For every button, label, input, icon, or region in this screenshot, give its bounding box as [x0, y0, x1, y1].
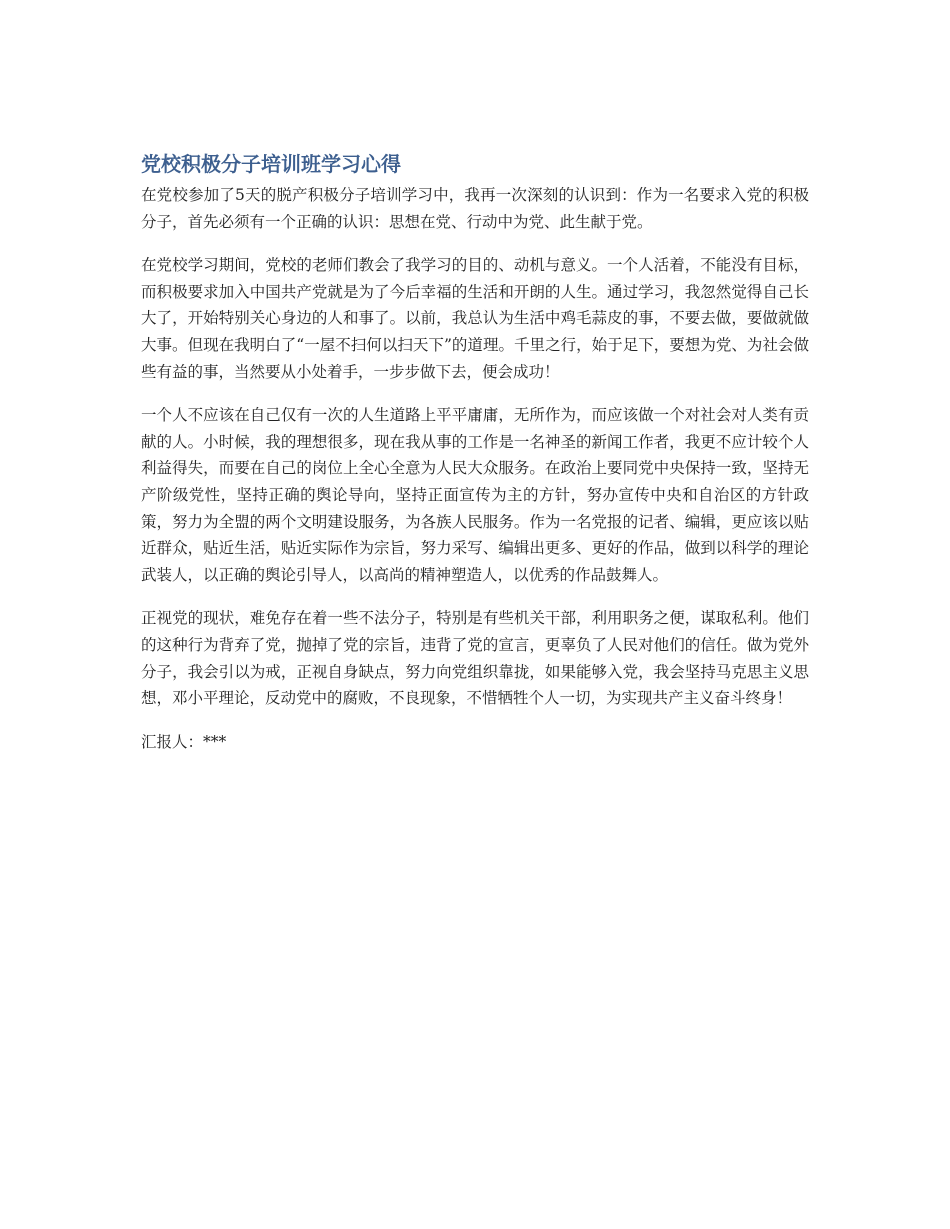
- paragraph-3: 一个人不应该在自己仅有一次的人生道路上平平庸庸，无所作为，而应该做一个对社会对人类有贡献的人。小时候，我的理想很多，现在我从事的工作是一名神圣的新闻工作者，我更不应计较个人利益得失，而要在自己的岗位上全心全意为人民大众服务。在政治上要同党中央保持一致，坚持无产阶级党性，坚持正确的舆论导向，坚持正面宣传为主的方针，努办宣传中央和自治区的方针政策，努力为全盟的两个文明建设服务，为各族人民服务。作为一名党报的记者、编辑，更应该以贴近群众，贴近生活，贴近实际作为宗旨，努力采写、编辑出更多、更好的作品，做到以科学的理论武装人，以正确的舆论引导人，以高尚的精神塑造人，以优秀的作品鼓舞人。: [141, 406, 809, 584]
- signature-line: 汇报人：***: [141, 732, 227, 751]
- paragraph-2: 在党校学习期间，党校的老师们教会了我学习的目的、动机与意义。一个人活着，不能没有目标，而积极要求加入中国共产党就是为了今后幸福的生活和开朗的人生。通过学习，我忽然觉得自己长大了，开始特别关心身边的人和事了。以前，我总认为生活中鸡毛蒜皮的事，不要去做，要做就做大事。但现在我明白了“一屋不扫何以扫天下”的道理。千里之行，始于足下，要想为党、为社会做些有益的事，当然要从小处着手，一步步做下去，便会成功！: [141, 256, 809, 381]
- paragraph-1: 在党校参加了5天的脱产积极分子培训学习中，我再一次深刻的认识到：作为一名要求入党的积极分子，首先必须有一个正确的认识：思想在党、行动中为党、此生献于党。: [141, 186, 809, 231]
- document-title: 党校积极分子培训班学习心得: [141, 152, 401, 176]
- paragraph-4: 正视党的现状，难免存在着一些不法分子，特别是有些机关干部，利用职务之便，谋取私利。他们的这种行为背弃了党，抛掉了党的宗旨，违背了党的宣言，更辜负了人民对他们的信任。做为党外分子，我会引以为戒，正视自身缺点，努力向党组织靠拢，如果能够入党，我会坚持马克思主义思想，邓小平理论，反动党中的腐败，不良现象，不惜牺牲个人一切，为实现共产主义奋斗终身！: [141, 609, 809, 708]
- document-page: [141, 150, 809, 755]
